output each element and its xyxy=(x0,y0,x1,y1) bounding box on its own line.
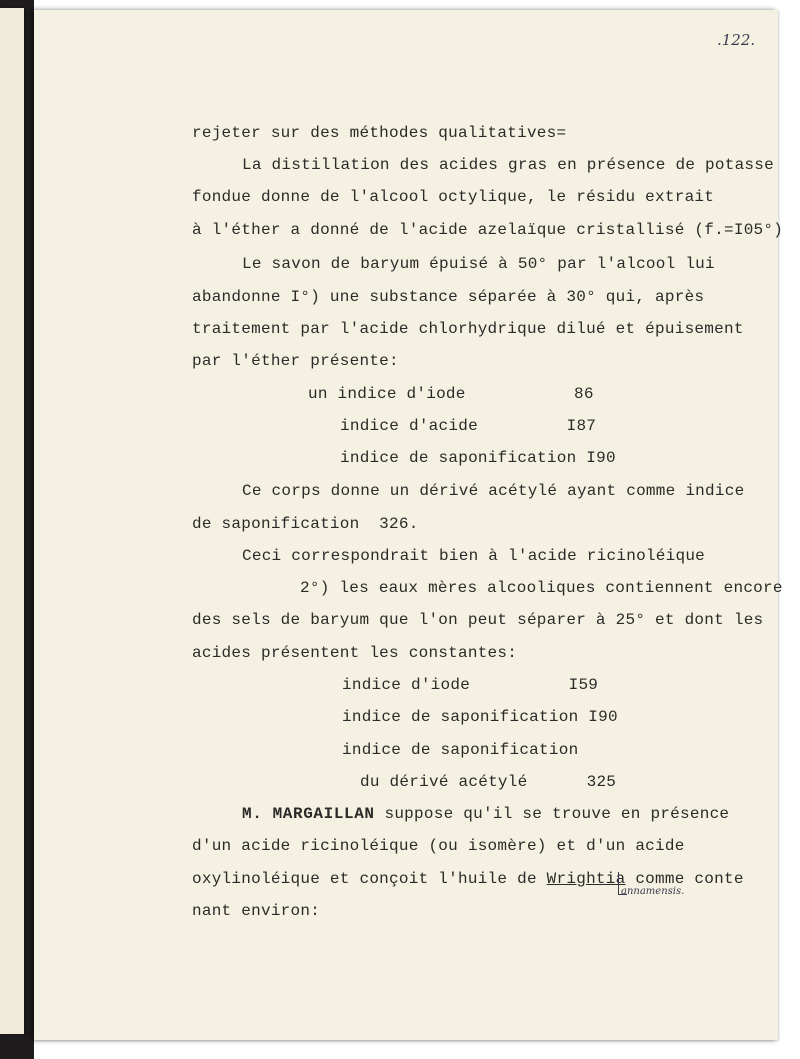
text-line: fondue donne de l'alcool octylique, le résidu extrait xyxy=(192,188,715,206)
constant-row: un indice d'iode 86 xyxy=(308,385,594,403)
text-line: abandonne I°) une substance séparée à 30° qui, après xyxy=(192,288,705,306)
text-fragment: comme conte xyxy=(625,870,744,888)
paragraph-start: Ce corps donne un dérivé acétylé ayant comme indice xyxy=(242,482,745,500)
previous-page-edge xyxy=(0,8,24,1034)
text-line: à l'éther a donné de l'acide azelaïque cristallisé (f.=I05°) xyxy=(192,221,784,239)
person-name: M. MARGAILLAN xyxy=(242,805,375,823)
page-number: .122. xyxy=(717,31,756,49)
plant-name: Wrightia xyxy=(546,870,626,888)
text-line: par l'éther présente: xyxy=(192,352,399,370)
text-line: nant environ: xyxy=(192,902,321,920)
text-line: d'un acide ricinoléique (ou isomère) et d'un acide xyxy=(192,837,685,855)
text-line: traitement par l'acide chlorhydrique dilué et épuisement xyxy=(192,320,744,338)
text-fragment: oxylinoléique et conçoit l'huile de xyxy=(192,870,547,888)
constant-row: indice d'iode I59 xyxy=(342,676,599,694)
text-line xyxy=(242,805,729,823)
text-line: de saponification 326. xyxy=(192,515,419,533)
paragraph-start: La distillation des acides gras en présence de potasse xyxy=(242,156,774,174)
constant-row: indice de saponification I90 xyxy=(340,449,616,467)
text-line: rejeter sur des méthodes qualitatives= xyxy=(192,124,567,142)
constant-row: du dérivé acétylé 325 xyxy=(360,773,617,791)
document-page xyxy=(34,10,784,1040)
text-line: acides présentent les constantes: xyxy=(192,644,518,662)
text-fragment: suppose qu'il se trouve en présence xyxy=(374,805,730,823)
constant-row: indice de saponification xyxy=(342,741,579,759)
constant-row: indice d'acide I87 xyxy=(340,417,597,435)
handwritten-annotation: annamensis. xyxy=(621,886,685,897)
paragraph-start: Ceci correspondrait bien à l'acide ricinoléique xyxy=(242,547,706,565)
paragraph-start: Le savon de baryum épuisé à 50° par l'alcool lui xyxy=(242,255,715,273)
constant-row: indice de saponification I90 xyxy=(342,708,618,726)
paragraph-start: 2°) les eaux mères alcooliques contiennent encore xyxy=(300,579,783,597)
text-line: des sels de baryum que l'on peut séparer à 25° et dont les xyxy=(192,611,764,629)
